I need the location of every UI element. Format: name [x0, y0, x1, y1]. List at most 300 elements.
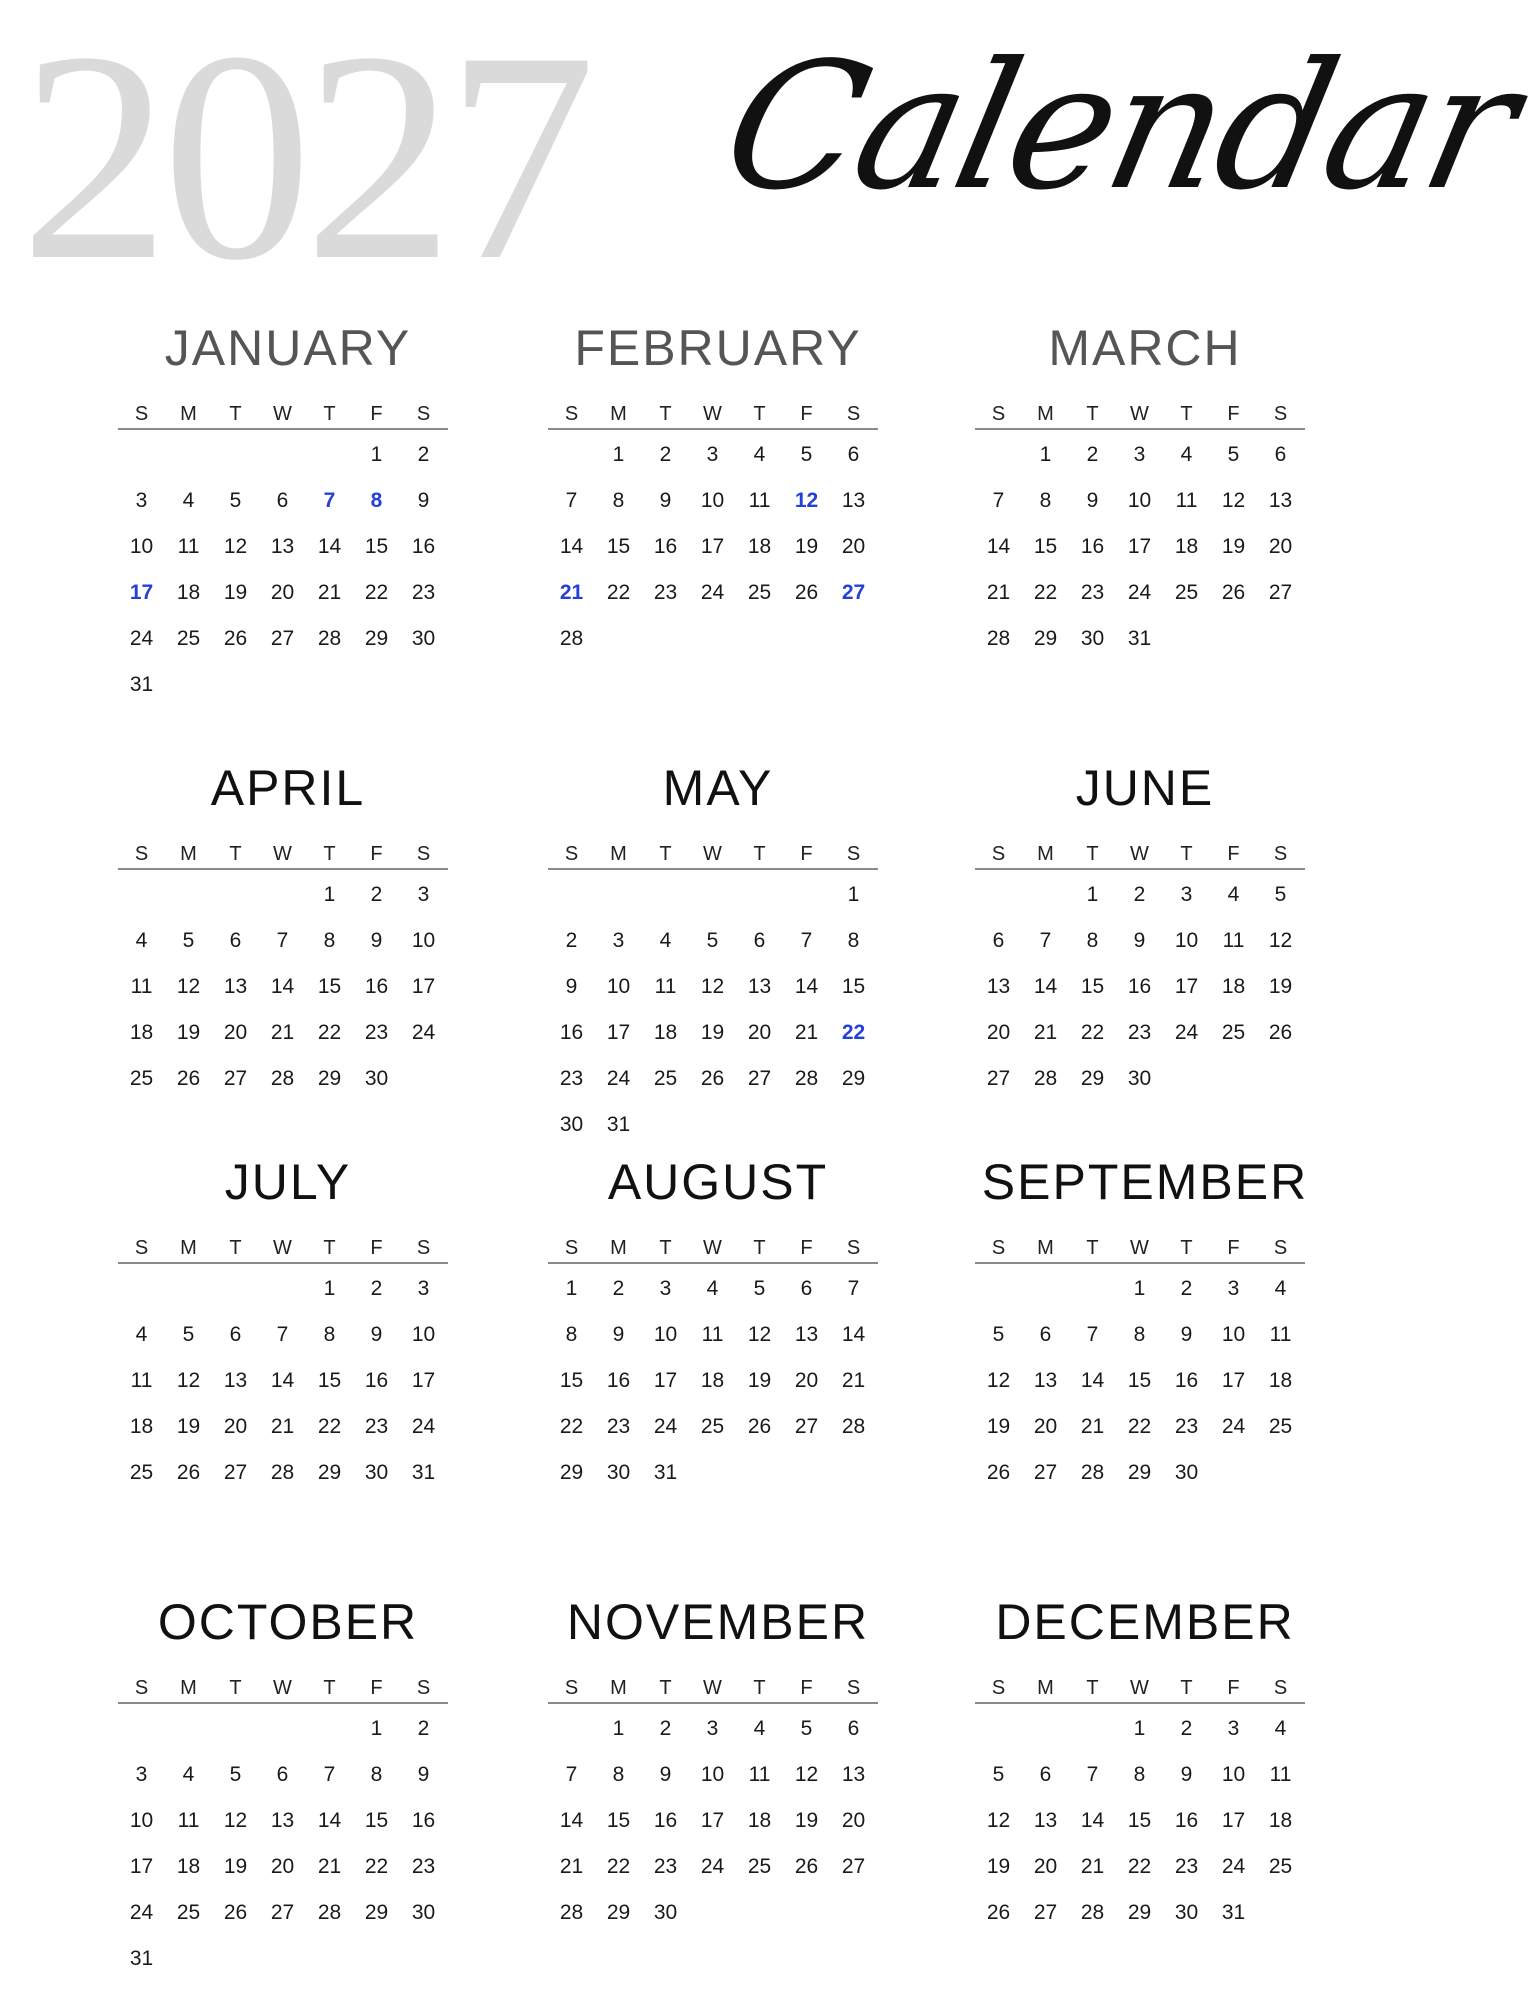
- calendar-day: 7: [847, 1277, 860, 1300]
- calendar-day: 12: [223, 1809, 248, 1832]
- calendar-day: 25: [747, 1855, 772, 1878]
- weekday-header: [118, 1674, 448, 1704]
- calendar-day: 29: [606, 1901, 631, 1924]
- calendar-day: 12: [747, 1323, 772, 1346]
- calendar-day: 26: [223, 627, 248, 650]
- calendar-day: 6: [229, 929, 242, 952]
- weekday-label: S: [991, 1237, 1006, 1259]
- month-april: [118, 758, 458, 1158]
- calendar-day: 5: [992, 1763, 1005, 1786]
- calendar-day: 11: [654, 975, 677, 998]
- calendar-day: 22: [1127, 1855, 1152, 1878]
- calendar-day: 27: [1033, 1901, 1058, 1924]
- weekday-label: W: [1130, 1677, 1149, 1699]
- calendar-day: 30: [1174, 1461, 1199, 1484]
- calendar-day: 21: [794, 1021, 819, 1044]
- calendar-day: 1: [1133, 1277, 1146, 1300]
- calendar-day: 8: [323, 929, 336, 952]
- calendar-day: 13: [1033, 1809, 1058, 1832]
- calendar-day: 14: [559, 535, 584, 558]
- calendar-day: 1: [1133, 1717, 1146, 1740]
- calendar-day: 10: [129, 535, 154, 558]
- month-name: DECEMBER: [995, 1594, 1295, 1650]
- month-name: JULY: [224, 1154, 352, 1210]
- weekday-label: W: [703, 1677, 722, 1699]
- weekday-label: S: [564, 843, 579, 865]
- calendar-day: 24: [129, 627, 154, 650]
- calendar-day: 13: [223, 975, 248, 998]
- weekday-label: F: [800, 843, 813, 865]
- month-name: MAY: [662, 760, 774, 816]
- calendar-day: 20: [747, 1021, 772, 1044]
- calendar-day: 30: [411, 1901, 436, 1924]
- weekday-header: [118, 400, 448, 430]
- weekday-header: [548, 1234, 878, 1264]
- highlighted-day: 22: [841, 1021, 866, 1044]
- weekday-label: W: [703, 403, 722, 425]
- calendar-day: 28: [1080, 1901, 1105, 1924]
- calendar-day: 27: [1268, 581, 1293, 604]
- weekday-label: T: [753, 1677, 766, 1699]
- calendar-day: 1: [1039, 443, 1052, 466]
- weekday-label: T: [1086, 1237, 1099, 1259]
- calendar-day: 28: [794, 1067, 819, 1090]
- calendar-day: 15: [317, 1369, 342, 1392]
- calendar-day: 12: [1221, 489, 1246, 512]
- calendar-day: 23: [411, 581, 436, 604]
- calendar-day: 5: [706, 929, 719, 952]
- calendar-day: 31: [1127, 627, 1152, 650]
- calendar-day: 28: [841, 1415, 866, 1438]
- calendar-day: 27: [270, 1901, 295, 1924]
- calendar-day: 10: [1174, 929, 1199, 952]
- calendar-day: 18: [1174, 535, 1199, 558]
- calendar-day: 28: [317, 627, 342, 650]
- calendar-day: 30: [411, 627, 436, 650]
- calendar-day: 7: [992, 489, 1005, 512]
- calendar-day: 23: [1174, 1415, 1199, 1438]
- calendar-day: 14: [986, 535, 1011, 558]
- calendar-day: 5: [182, 929, 195, 952]
- calendar-day: 5: [1274, 883, 1287, 906]
- calendar-day: 19: [747, 1369, 772, 1392]
- calendar-day: 8: [323, 1323, 336, 1346]
- calendar-day: 24: [411, 1415, 436, 1438]
- weekday-label: S: [991, 1677, 1006, 1699]
- calendar-day: 10: [411, 1323, 436, 1346]
- calendar-day: 21: [1080, 1415, 1105, 1438]
- calendar-day: 28: [270, 1461, 295, 1484]
- calendar-day: 9: [1180, 1323, 1193, 1346]
- weekday-label: S: [134, 403, 149, 425]
- weekday-label: S: [991, 403, 1006, 425]
- calendar-day: 15: [606, 535, 631, 558]
- calendar-day: 20: [223, 1415, 248, 1438]
- calendar-day: 18: [747, 1809, 772, 1832]
- weekday-label: W: [703, 1237, 722, 1259]
- weekday-label: F: [800, 1237, 813, 1259]
- weekday-label: T: [659, 843, 672, 865]
- calendar-day: 12: [1268, 929, 1293, 952]
- calendar-day: 25: [176, 1901, 201, 1924]
- weekday-label: W: [1130, 843, 1149, 865]
- year-heading: 2027: [20, 0, 588, 322]
- calendar-day: 3: [135, 1763, 148, 1786]
- calendar-day: 24: [606, 1067, 631, 1090]
- calendar-day: 4: [182, 489, 195, 512]
- calendar-day: 29: [1127, 1901, 1152, 1924]
- calendar-day: 7: [1086, 1763, 1099, 1786]
- weekday-header: [975, 400, 1305, 430]
- calendar-day: 19: [1221, 535, 1246, 558]
- calendar-day: 7: [276, 929, 289, 952]
- weekday-label: T: [229, 1237, 242, 1259]
- calendar-day: 15: [1127, 1809, 1152, 1832]
- calendar-day: 6: [753, 929, 766, 952]
- calendar-day: 17: [606, 1021, 631, 1044]
- calendar-day: 30: [606, 1461, 631, 1484]
- calendar-day: 3: [417, 883, 430, 906]
- calendar-day: 16: [653, 535, 678, 558]
- calendar-day: 5: [753, 1277, 766, 1300]
- calendar-day: 23: [653, 581, 678, 604]
- calendar-day: 9: [370, 929, 383, 952]
- calendar-day: 21: [317, 581, 342, 604]
- calendar-day: 23: [411, 1855, 436, 1878]
- calendar-day: 20: [270, 1855, 295, 1878]
- calendar-day: 18: [1221, 975, 1246, 998]
- calendar-day: 10: [653, 1323, 678, 1346]
- calendar-day: 19: [176, 1021, 201, 1044]
- calendar-day: 11: [748, 1763, 771, 1786]
- calendar-day: 18: [653, 1021, 678, 1044]
- weekday-label: M: [1037, 1677, 1054, 1699]
- calendar-day: 23: [606, 1415, 631, 1438]
- calendar-day: 19: [1268, 975, 1293, 998]
- calendar-day: 2: [1180, 1277, 1193, 1300]
- calendar-day: 4: [1274, 1277, 1287, 1300]
- calendar-day: 16: [1080, 535, 1105, 558]
- calendar-day: 10: [700, 489, 725, 512]
- calendar-day: 6: [1039, 1323, 1052, 1346]
- calendar-day: 4: [753, 443, 766, 466]
- calendar-day: 15: [1080, 975, 1105, 998]
- calendar-day: 31: [1221, 1901, 1246, 1924]
- calendar-day: 11: [177, 1809, 200, 1832]
- calendar-day: 11: [130, 1369, 153, 1392]
- weekday-label: S: [416, 1237, 431, 1259]
- weekday-header: [548, 1674, 878, 1704]
- calendar-day: 3: [659, 1277, 672, 1300]
- calendar-day: 7: [565, 489, 578, 512]
- calendar-day: 16: [364, 1369, 389, 1392]
- calendar-day: 16: [653, 1809, 678, 1832]
- calendar-day: 9: [370, 1323, 383, 1346]
- weekday-header: [118, 1234, 448, 1264]
- calendar-day: 2: [565, 929, 578, 952]
- calendar-day: 15: [317, 975, 342, 998]
- weekday-label: S: [134, 1237, 149, 1259]
- weekday-label: T: [323, 1237, 336, 1259]
- calendar-day: 31: [606, 1113, 631, 1136]
- weekday-label: T: [229, 403, 242, 425]
- weekday-label: S: [134, 1677, 149, 1699]
- calendar-day: 22: [1127, 1415, 1152, 1438]
- highlighted-day: 21: [559, 581, 584, 604]
- weekday-label: M: [610, 1677, 627, 1699]
- calendar-day: 7: [565, 1763, 578, 1786]
- weekday-label: S: [1273, 1237, 1288, 1259]
- calendar-day: 5: [229, 489, 242, 512]
- calendar-day: 4: [706, 1277, 719, 1300]
- weekday-label: S: [846, 1677, 861, 1699]
- calendar-day: 30: [1174, 1901, 1199, 1924]
- calendar-day: 7: [276, 1323, 289, 1346]
- calendar-day: 1: [612, 1717, 625, 1740]
- calendar-day: 8: [565, 1323, 578, 1346]
- calendar-day: 5: [800, 1717, 813, 1740]
- calendar-day: 28: [559, 627, 584, 650]
- calendar-day: 8: [1133, 1763, 1146, 1786]
- calendar-day: 8: [612, 1763, 625, 1786]
- calendar-day: 18: [700, 1369, 725, 1392]
- calendar-day: 14: [1033, 975, 1058, 998]
- calendar-day: 29: [317, 1067, 342, 1090]
- calendar-day: 18: [176, 581, 201, 604]
- calendar-day: 10: [411, 929, 436, 952]
- calendar-day: 18: [1268, 1369, 1293, 1392]
- month-february: [548, 318, 888, 718]
- weekday-label: T: [659, 403, 672, 425]
- calendar-day: 30: [653, 1901, 678, 1924]
- calendar-day: 12: [176, 1369, 201, 1392]
- calendar-day: 5: [992, 1323, 1005, 1346]
- calendar-day: 20: [1033, 1415, 1058, 1438]
- calendar-day: 8: [612, 489, 625, 512]
- calendar-day: 12: [986, 1369, 1011, 1392]
- calendar-day: 31: [411, 1461, 436, 1484]
- calendar-day: 26: [223, 1901, 248, 1924]
- weekday-header: [118, 840, 448, 870]
- calendar-day: 27: [841, 1855, 866, 1878]
- weekday-header: [548, 400, 878, 430]
- calendar-day: 17: [1127, 535, 1152, 558]
- calendar-day: 4: [182, 1763, 195, 1786]
- calendar-day: 19: [700, 1021, 725, 1044]
- calendar-day: 22: [559, 1415, 584, 1438]
- weekday-header: [975, 1234, 1305, 1264]
- calendar-day: 16: [364, 975, 389, 998]
- calendar-day: 2: [370, 883, 383, 906]
- calendar-day: 10: [1221, 1763, 1246, 1786]
- calendar-day: 30: [1080, 627, 1105, 650]
- calendar-day: 1: [1086, 883, 1099, 906]
- weekday-label: S: [846, 403, 861, 425]
- weekday-label: M: [610, 403, 627, 425]
- calendar-day: 20: [1268, 535, 1293, 558]
- calendar-day: 21: [317, 1855, 342, 1878]
- calendar-day: 28: [559, 1901, 584, 1924]
- calendar-day: 23: [1080, 581, 1105, 604]
- calendar-day: 21: [1080, 1855, 1105, 1878]
- calendar-day: 21: [270, 1021, 295, 1044]
- month-august: [548, 1152, 888, 1552]
- weekday-label: W: [273, 1237, 292, 1259]
- weekday-label: M: [610, 843, 627, 865]
- weekday-label: F: [370, 1237, 383, 1259]
- calendar-day: 9: [659, 1763, 672, 1786]
- calendar-day: 2: [370, 1277, 383, 1300]
- calendar-day: 27: [223, 1067, 248, 1090]
- calendar-day: 21: [986, 581, 1011, 604]
- calendar-day: 16: [606, 1369, 631, 1392]
- calendar-day: 5: [800, 443, 813, 466]
- calendar-day: 12: [700, 975, 725, 998]
- calendar-day: 16: [559, 1021, 584, 1044]
- calendar-day: 14: [1080, 1369, 1105, 1392]
- calendar-day: 2: [612, 1277, 625, 1300]
- weekday-label: S: [1273, 1677, 1288, 1699]
- weekday-label: F: [370, 843, 383, 865]
- calendar-day: 9: [612, 1323, 625, 1346]
- calendar-day: 14: [317, 1809, 342, 1832]
- calendar-day: 19: [986, 1415, 1011, 1438]
- calendar-day: 15: [364, 535, 389, 558]
- weekday-label: F: [1227, 1677, 1240, 1699]
- weekday-label: T: [229, 843, 242, 865]
- month-july: [118, 1152, 458, 1552]
- calendar-day: 17: [700, 1809, 725, 1832]
- calendar-day: 13: [841, 1763, 866, 1786]
- weekday-label: T: [323, 403, 336, 425]
- calendar-day: 9: [659, 489, 672, 512]
- calendar-day: 4: [1274, 1717, 1287, 1740]
- weekday-label: M: [180, 843, 197, 865]
- calendar-day: 25: [1221, 1021, 1246, 1044]
- weekday-label: W: [1130, 403, 1149, 425]
- calendar-day: 21: [559, 1855, 584, 1878]
- calendar-day: 2: [1180, 1717, 1193, 1740]
- highlighted-day: 27: [841, 581, 866, 604]
- calendar-day: 2: [417, 443, 430, 466]
- calendar-day: 19: [223, 581, 248, 604]
- weekday-label: F: [800, 1677, 813, 1699]
- calendar-day: 1: [370, 443, 383, 466]
- calendar-day: 6: [847, 1717, 860, 1740]
- calendar-day: 22: [1080, 1021, 1105, 1044]
- calendar-day: 29: [1033, 627, 1058, 650]
- calendar-day: 29: [1080, 1067, 1105, 1090]
- month-name: SEPTEMBER: [981, 1154, 1309, 1210]
- calendar-day: 9: [1180, 1763, 1193, 1786]
- calendar-day: 13: [841, 489, 866, 512]
- calendar-day: 2: [1133, 883, 1146, 906]
- calendar-day: 25: [653, 1067, 678, 1090]
- calendar-day: 23: [1174, 1855, 1199, 1878]
- weekday-label: T: [1180, 1677, 1193, 1699]
- calendar-day: 28: [1033, 1067, 1058, 1090]
- calendar-day: 26: [747, 1415, 772, 1438]
- calendar-day: 4: [135, 929, 148, 952]
- calendar-day: 11: [748, 489, 771, 512]
- calendar-day: 17: [1221, 1369, 1246, 1392]
- calendar-day: 23: [364, 1415, 389, 1438]
- calendar-day: 25: [1268, 1855, 1293, 1878]
- calendar-day: 4: [1227, 883, 1240, 906]
- calendar-day: 6: [229, 1323, 242, 1346]
- weekday-label: S: [416, 1677, 431, 1699]
- month-name: APRIL: [210, 760, 366, 816]
- calendar-day: 23: [364, 1021, 389, 1044]
- calendar-day: 19: [176, 1415, 201, 1438]
- calendar-day: 27: [223, 1461, 248, 1484]
- calendar-day: 9: [417, 1763, 430, 1786]
- calendar-day: 16: [1174, 1369, 1199, 1392]
- weekday-label: T: [753, 403, 766, 425]
- weekday-label: T: [1086, 1677, 1099, 1699]
- calendar-day: 21: [270, 1415, 295, 1438]
- weekday-label: W: [273, 403, 292, 425]
- calendar-day: 11: [130, 975, 153, 998]
- calendar-day: 18: [1268, 1809, 1293, 1832]
- weekday-label: F: [1227, 403, 1240, 425]
- month-june: [975, 758, 1315, 1158]
- calendar-day: 6: [800, 1277, 813, 1300]
- calendar-day: 25: [747, 581, 772, 604]
- calendar-day: 2: [1086, 443, 1099, 466]
- calendar-day: 20: [841, 1809, 866, 1832]
- calendar-day: 29: [364, 627, 389, 650]
- calendar-day: 26: [986, 1461, 1011, 1484]
- calendar-day: 24: [1174, 1021, 1199, 1044]
- calendar-day: 13: [1033, 1369, 1058, 1392]
- calendar-day: 14: [270, 1369, 295, 1392]
- calendar-day: 23: [559, 1067, 584, 1090]
- weekday-label: S: [991, 843, 1006, 865]
- calendar-day: 3: [706, 443, 719, 466]
- month-october: [118, 1592, 458, 1992]
- calendar-day: 20: [270, 581, 295, 604]
- calendar-day: 12: [986, 1809, 1011, 1832]
- highlighted-day: 12: [794, 489, 819, 512]
- month-name: FEBRUARY: [574, 320, 862, 376]
- calendar-day: 15: [606, 1809, 631, 1832]
- calendar-day: 27: [1033, 1461, 1058, 1484]
- calendar-day: 13: [794, 1323, 819, 1346]
- calendar-day: 2: [659, 443, 672, 466]
- calendar-day: 15: [364, 1809, 389, 1832]
- calendar-day: 3: [135, 489, 148, 512]
- calendar-day: 25: [129, 1067, 154, 1090]
- calendar-day: 20: [1033, 1855, 1058, 1878]
- calendar-day: 4: [1180, 443, 1193, 466]
- calendar-day: 20: [841, 535, 866, 558]
- calendar-day: 17: [653, 1369, 678, 1392]
- calendar-day: 22: [364, 1855, 389, 1878]
- month-name: AUGUST: [607, 1154, 829, 1210]
- calendar-day: 6: [847, 443, 860, 466]
- weekday-label: S: [1273, 843, 1288, 865]
- calendar-day: 6: [1274, 443, 1287, 466]
- calendar-day: 3: [1227, 1717, 1240, 1740]
- calendar-day: 14: [1080, 1809, 1105, 1832]
- calendar-day: 24: [700, 581, 725, 604]
- calendar-day: 26: [1221, 581, 1246, 604]
- calendar-day: 18: [176, 1855, 201, 1878]
- calendar-day: 24: [1221, 1855, 1246, 1878]
- calendar-day: 8: [1086, 929, 1099, 952]
- calendar-day: 3: [1133, 443, 1146, 466]
